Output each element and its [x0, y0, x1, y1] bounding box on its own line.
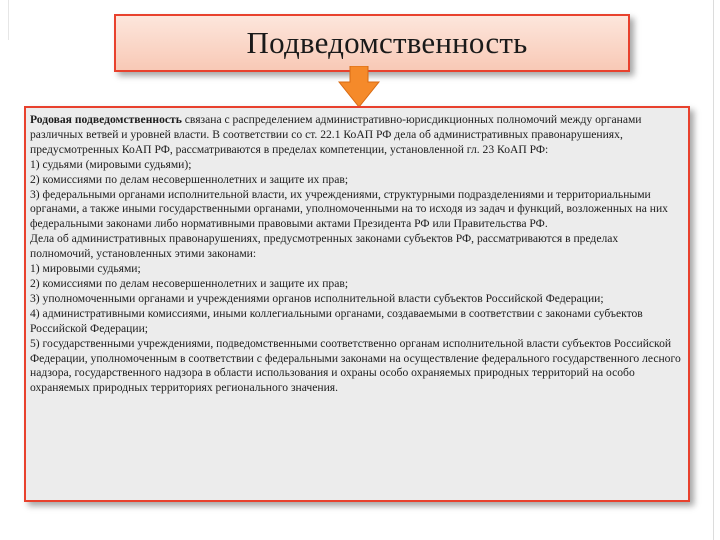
slide-title: Подведомственность [246, 25, 528, 60]
title-box [114, 14, 630, 72]
slide-frame-corner [0, 0, 9, 40]
paragraph-regional: Дела об административных правонарушениях, предусмотренных законами субъектов РФ, рассматриваются в пределах полномочий, установленных этими законами: [30, 232, 619, 261]
paragraph-intro [30, 113, 682, 158]
content-box [24, 106, 690, 502]
list-item: 1) судьями (мировыми судьями); [30, 157, 192, 171]
list-item: 2) комиссиями по делам несовершеннолетних и защите их прав; [30, 276, 349, 290]
list-item: 2) комиссиями по делам несовершеннолетних и защите их прав; [30, 172, 349, 186]
list-item: 5) государственными учреждениями, подведомственными соответственно органам исполнительной власти субъектов Российской Федерации, уполномоченным в соответствии с федеральными законами на осуществление федерального государственного лесного надзора, государственного надзора в области использования и охраны особо охраняемых природных территорий на особо охраняемых природных территориях регионального значения. [30, 336, 681, 395]
intro-text: связана с распределением административно-юрисдикционных полномочий между органами различных ветвей и уровней власти. В соответствии со ст. 22.1 КоАП РФ дела об административных правонарушениях, предусмотренных КоАП РФ, рассматриваются в пределах компетенции, установленной гл. 23 КоАП РФ: [30, 113, 642, 156]
list-item: 3) федеральными органами исполнительной власти, их учреждениями, структурными подразделениями и территориальными органами, а также иными государственными органами, уполномоченными на то исходя из задач и функций, возложенных на них федеральными законами либо нормативными правовыми актами Президента РФ или Правительства РФ. [30, 187, 668, 231]
down-arrow-icon [338, 66, 380, 108]
slide-frame-right [713, 0, 714, 540]
list-item: 1) мировыми судьями; [30, 262, 141, 276]
list-item: 3) уполномоченными органами и учреждениями органов исполнительной власти субъектов Российской Федерации; [30, 291, 604, 305]
list-item: 4) административными комиссиями, иными коллегиальными органами, создаваемыми в соответствии с законами субъектов Российской Федерации; [30, 306, 643, 335]
lead-term: Родовая подведомственность [30, 113, 182, 126]
